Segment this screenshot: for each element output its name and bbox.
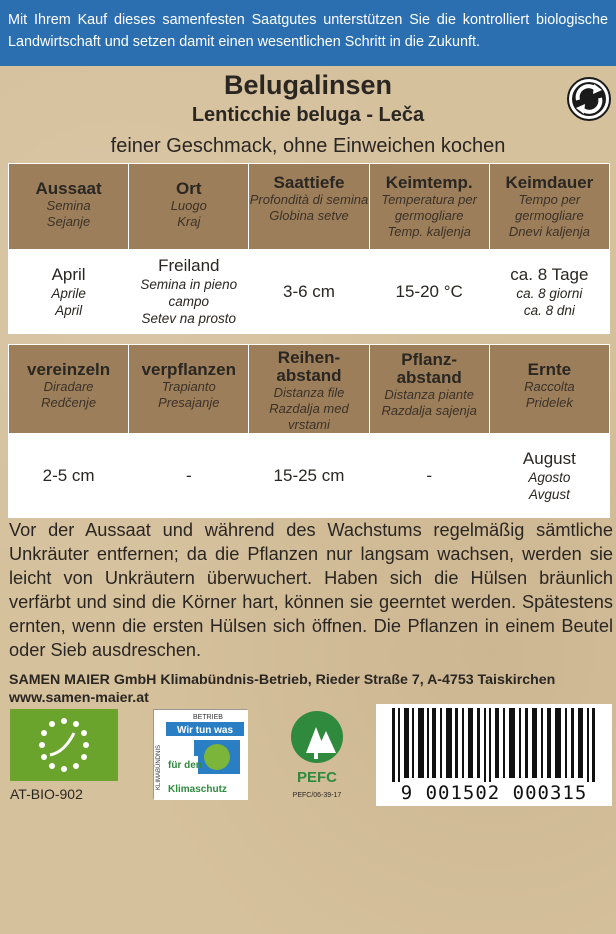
cultivation-table: [8, 344, 610, 518]
klima-line2: für den: [168, 760, 202, 771]
company-info: [9, 671, 613, 707]
value-cell-keimdauer: ca. 8 Tage ca. 8 giorni ca. 8 dni: [489, 250, 609, 334]
sowing-value-row: [9, 250, 610, 334]
product-tagline: feiner Geschmack, ohne Einweichen kochen: [110, 135, 506, 157]
company-address: SAMEN MAIER GmbH Klimabündnis-Betrieb, Rieder Straße 7, A-4753 Taiskirchen: [9, 672, 556, 688]
pefc-tree-icon: [282, 709, 352, 799]
sowing-header-row: [9, 164, 610, 250]
value-cell-vereinzeln: 2-5 cm: [9, 434, 129, 518]
value-cell-reihenabstand: 15-25 cm: [249, 434, 369, 518]
header-cell-ernte: Ernte Raccolta Pridelek: [489, 345, 609, 434]
barcode-digits: 9 001502 000315: [376, 782, 612, 806]
klima-slogan: Wir tun was: [176, 725, 234, 736]
value-cell-keimtemp: 15-20 °C: [369, 250, 489, 334]
value-cell-pflanzabstand: -: [369, 434, 489, 518]
header-cell-reihenabstand: Reihen-abstand Distanza file Razdalja med vrstami: [249, 345, 369, 434]
info-banner: [0, 0, 616, 66]
sowing-table: [8, 163, 610, 334]
klima-side-label: KLIMABÜNDNIS: [156, 744, 162, 790]
header-cell-keimtemp: Keimtemp. Temperatura per germogliare Temp. kaljenja: [369, 164, 489, 250]
header-cell-saattiefe: Saattiefe Profondità di semina Globina setve: [249, 164, 369, 250]
product-subtitle: Lenticchie beluga - Leča: [191, 104, 425, 126]
cultivation-header-row: [9, 345, 610, 434]
cultivation-value-row: [9, 434, 610, 518]
klima-top-label: BETRIEB: [193, 714, 223, 721]
pefc-logo: [282, 709, 352, 799]
product-title: Belugalinsen: [223, 70, 393, 100]
eu-organic-logo-icon: [10, 709, 118, 781]
value-cell-verpflanzen: -: [129, 434, 249, 518]
klima-line3: Klimaschutz: [168, 784, 227, 795]
growing-instructions: Vor der Aussaat und während des Wachstums regelmäßig sämtliche Unkräuter entfernen; da die Pflanzen nur langsam wachsen, werden sie leicht von Unkräutern überwuchert. Haben sich die Hülsen bräunlich verfärbt und sind die Körner hart, können sie geerntet werden. Spätestens ernten, wenn die ersten Hülsen sich öffnen. Die Pflanzen in einem Beutel oder Sieb ausdreschen.: [9, 520, 613, 660]
banner-text: Mit Ihrem Kauf dieses samenfesten Saatgutes unterstützen Sie die kontrolliert biologische Landwirtschaft und setzen damit einen wesentlichen Schritt in die Zukunft.: [8, 12, 608, 50]
eu-organic-code: AT-BIO-902: [10, 786, 83, 802]
value-cell-ernte: August Agosto Avgust: [489, 434, 609, 518]
pefc-code: PEFC/06-39-17: [292, 792, 342, 799]
barcode-bars-icon: [376, 704, 612, 782]
header-cell-ort: Ort Luogo Kraj: [129, 164, 249, 250]
header-cell-pflanzabstand: Pflanz-abstand Distanza piante Razdalja sajenja: [369, 345, 489, 434]
value-cell-aussaat: April Aprile April: [9, 250, 129, 334]
pefc-name: PEFC: [296, 769, 338, 786]
recycle-icon: [566, 76, 612, 122]
value-cell-saattiefe: 3-6 cm: [249, 250, 369, 334]
klimabuendnis-icon: [154, 710, 248, 800]
header-cell-vereinzeln: vereinzeln Diradare Redčenje: [9, 345, 129, 434]
header-cell-keimdauer: Keimdauer Tempo per germogliare Dnevi kaljenja: [489, 164, 609, 250]
header-cell-aussaat: Aussaat Semina Sejanje: [9, 164, 129, 250]
ean-barcode: [376, 704, 612, 806]
header-cell-verpflanzen: verpflanzen Trapianto Presajanje: [129, 345, 249, 434]
klimabuendnis-logo: [153, 709, 247, 799]
company-website: www.samen-maier.at: [9, 690, 149, 706]
value-cell-ort: Freiland Semina in pieno campo Setev na prosto: [129, 250, 249, 334]
